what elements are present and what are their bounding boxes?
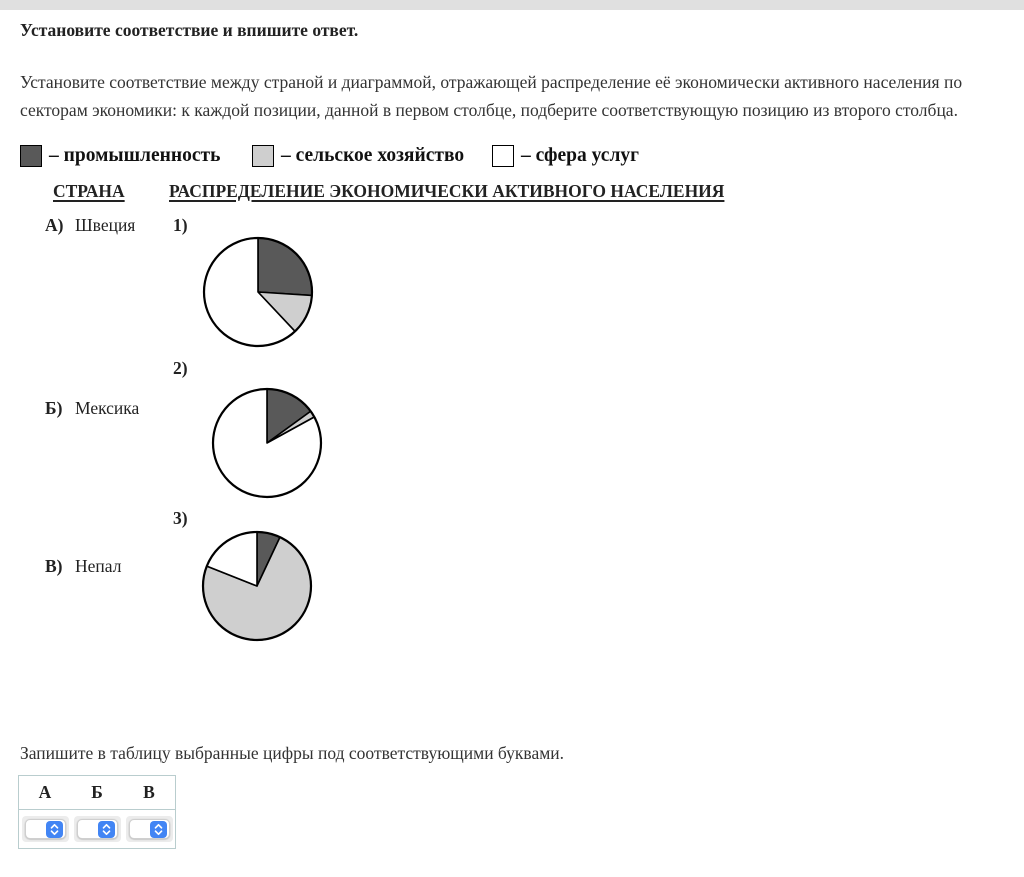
- pie-chart-1: [200, 234, 316, 350]
- legend-label-agriculture: – сельское хозяйство: [281, 145, 465, 166]
- services-swatch-icon: [492, 145, 514, 167]
- pie-number-1: 1): [173, 215, 188, 235]
- top-bar: [0, 0, 1024, 10]
- country-nepal: Непал: [75, 556, 122, 576]
- answer-select-a[interactable]: [22, 816, 69, 842]
- match-letter-a: А): [45, 215, 64, 235]
- country-column-header: СТРАНА: [53, 181, 125, 201]
- answer-select-b-pill: [77, 819, 118, 839]
- answer-table-header-row: [19, 776, 175, 810]
- answer-select-v-pill: [129, 819, 170, 839]
- answer-instruction: Запишите в таблицу выбранные цифры под соответствующими буквами.: [20, 743, 565, 763]
- stepper-up-down-icon: [46, 821, 63, 838]
- answer-cell-a: [19, 810, 71, 848]
- distribution-column-header: РАСПРЕДЕЛЕНИЕ ЭКОНОМИЧЕСКИ АКТИВНОГО НАСЕЛЕНИЯ: [169, 181, 725, 201]
- answer-table: [18, 775, 176, 849]
- page-title: Установите соответствие и впишите ответ.: [20, 20, 359, 40]
- answer-header-b: Б: [91, 782, 103, 802]
- legend-item-industry: [20, 145, 220, 167]
- country-mexico: Мексика: [75, 398, 140, 418]
- pie-chart-3: [199, 528, 315, 644]
- stepper-up-down-icon: [150, 821, 167, 838]
- agriculture-swatch-icon: [252, 145, 274, 167]
- legend-item-agriculture: [252, 145, 464, 167]
- answer-header-v: В: [143, 782, 155, 802]
- answer-select-v[interactable]: [126, 816, 173, 842]
- legend-item-services: [492, 145, 639, 167]
- pie-number-3: 3): [173, 508, 188, 528]
- pie-number-2: 2): [173, 358, 188, 378]
- answer-cell-v: [123, 810, 175, 848]
- answer-header-a: А: [38, 782, 52, 802]
- task-instruction: Установите соответствие между страной и диаграммой, отражающей распределение её экономически активного населения по секторам экономики: к каждой позиции, данной в первом столбце, подберите соответствующую позицию из второго столбца.: [20, 72, 963, 120]
- industry-swatch-icon: [20, 145, 42, 167]
- answer-table-body-row: [19, 810, 175, 848]
- pie-chart-2: [209, 385, 325, 501]
- answer-select-a-pill: [25, 819, 66, 839]
- legend-label-services: – сфера услуг: [521, 145, 639, 166]
- match-letter-b: Б): [45, 398, 63, 418]
- answer-select-b[interactable]: [74, 816, 121, 842]
- stepper-up-down-icon: [98, 821, 115, 838]
- country-sweden: Швеция: [75, 215, 136, 235]
- match-letter-v: В): [45, 556, 63, 576]
- legend-label-industry: – промышленность: [49, 145, 221, 166]
- answer-cell-b: [71, 810, 123, 848]
